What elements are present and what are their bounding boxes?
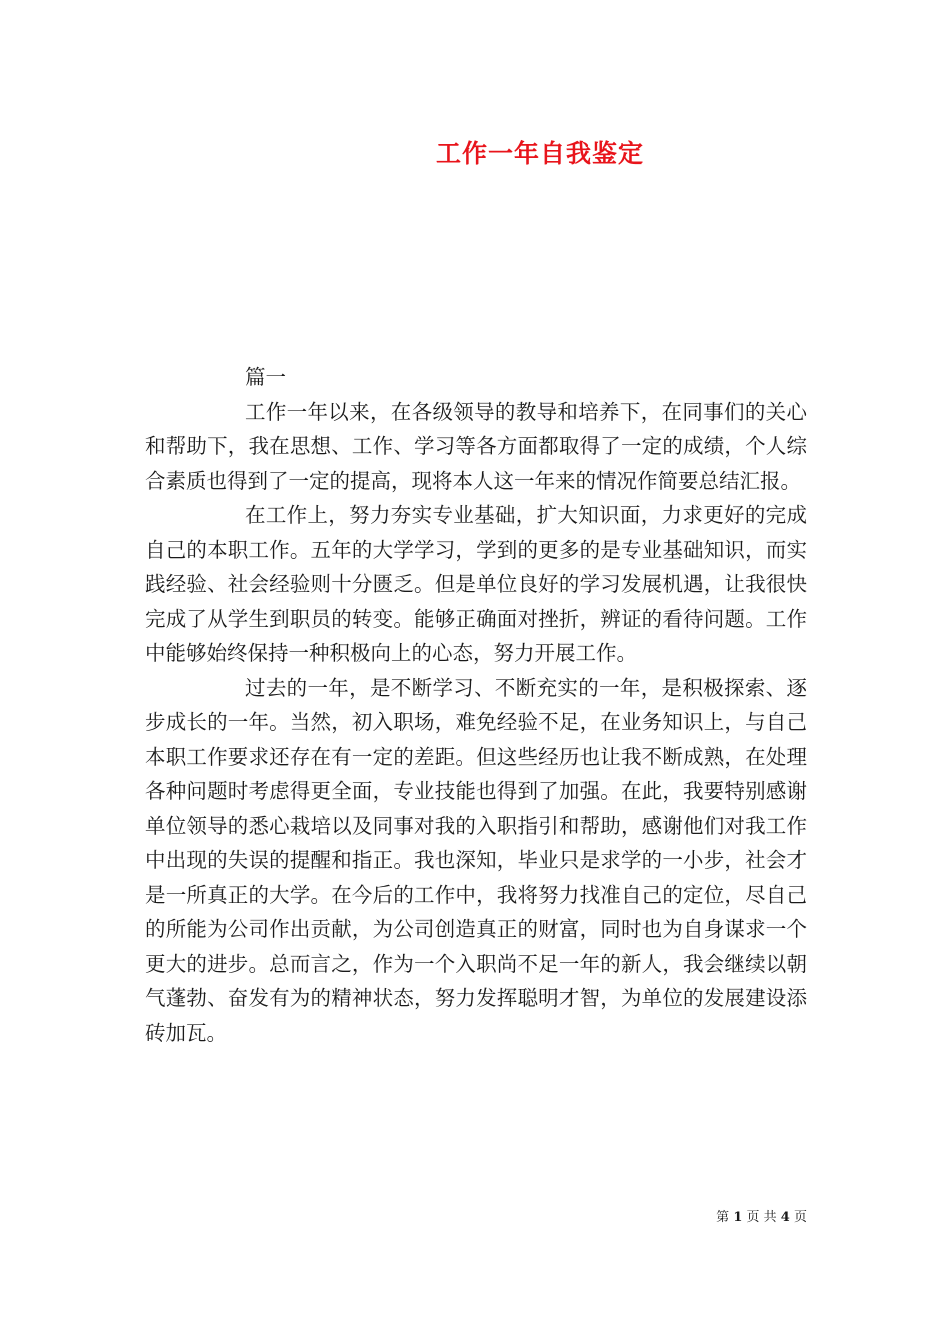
paragraph-2: 在工作上，努力夯实专业基础，扩大知识面，力求更好的完成自己的本职工作。五年的大学学习，学到的更多的是专业基础知识，而实践经验、社会经验则十分匮乏。但是单位良好的学习发展机遇，让我很快完成了从学生到职员的转变。能够正确面对挫折，辨证的看待问题。工作中能够始终保持一种积极向上的心态，努力开展工作。	[145, 503, 807, 665]
footer-prefix: 第	[716, 1210, 730, 1225]
page-number-footer	[716, 1206, 807, 1225]
footer-current-page: 1	[733, 1210, 743, 1225]
section-label: 篇一	[245, 365, 286, 389]
footer-total-pages: 4	[780, 1210, 790, 1225]
paragraph-3: 过去的一年，是不断学习、不断充实的一年，是积极探索、逐步成长的一年。当然，初入职场，难免经验不足，在业务知识上，与自己本职工作要求还存在有一定的差距。但这些经历也让我不断成熟，在处理各种问题时考虑得更全面，专业技能也得到了加强。在此，我要特别感谢单位领导的悉心栽培以及同事对我的入职指引和帮助，感谢他们对我工作中出现的失误的提醒和指正。我也深知，毕业只是求学的一小步，社会才是一所真正的大学。在今后的工作中，我将努力找准自己的定位，尽自己的所能为公司作出贡献，为公司创造真正的财富，同时也为自身谋求一个更大的进步。总而言之，作为一个入职尚不足一年的新人，我会继续以朝气蓬勃、奋发有为的精神状态，努力发挥聪明才智，为单位的发展建设添砖加瓦。	[145, 675, 807, 1045]
document-title: 工作一年自我鉴定	[435, 139, 644, 168]
footer-suffix: 页	[793, 1210, 807, 1225]
paragraph-1: 工作一年以来，在各级领导的教导和培养下，在同事们的关心和帮助下，我在思想、工作、学习等各方面都取得了一定的成绩，个人综合素质也得到了一定的提高，现将本人这一年来的情况作简要总结汇报。	[145, 399, 807, 493]
footer-middle: 页 共	[746, 1210, 777, 1225]
document-body	[145, 360, 807, 1050]
